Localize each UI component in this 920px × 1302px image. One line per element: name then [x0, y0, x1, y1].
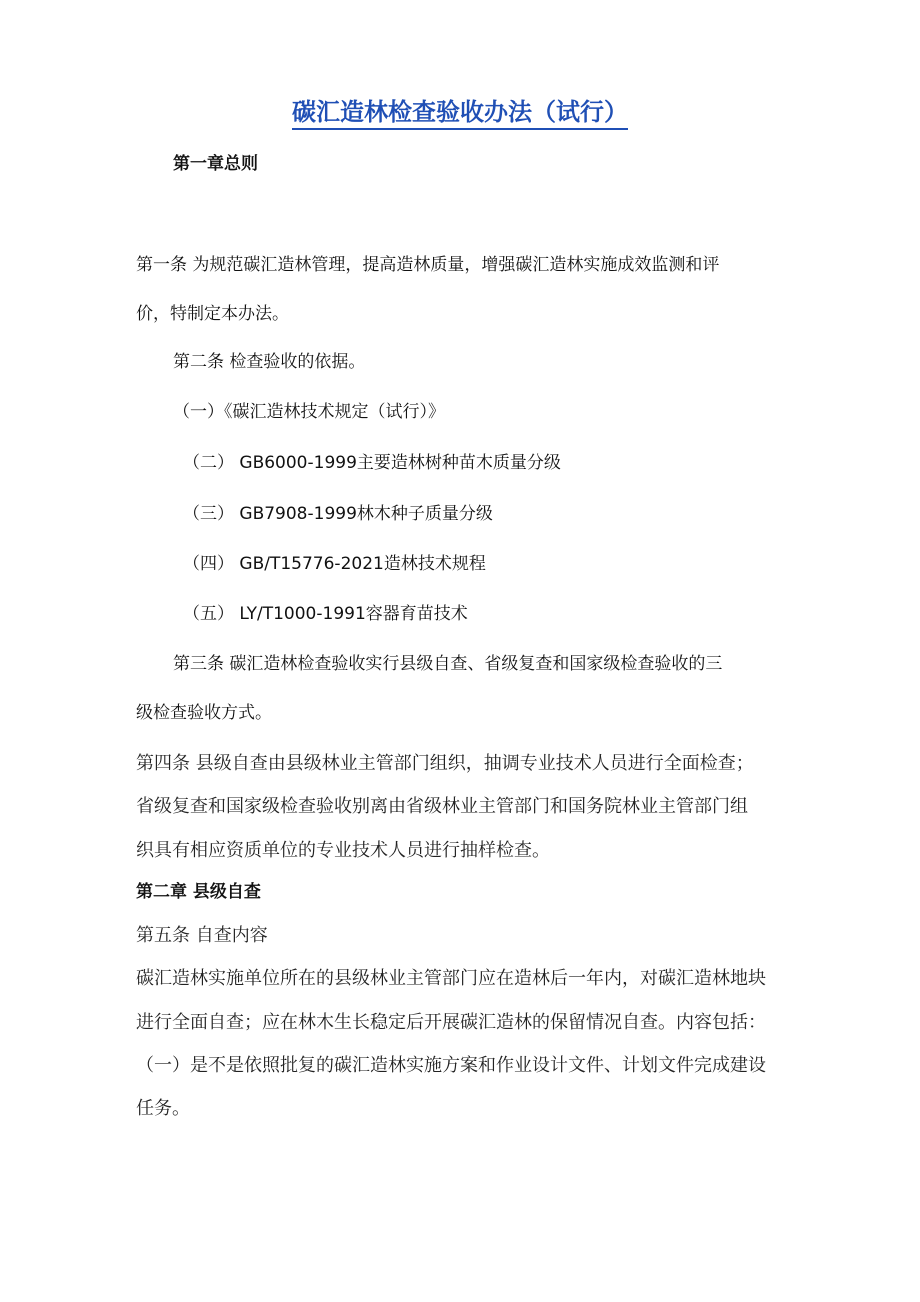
article-1-line-1: 第一条 为规范碳汇造林管理，提高造林质量，增强碳汇造林实施成效监测和评 [136, 255, 720, 275]
article-2: 第二条 检查验收的依据。 [173, 352, 366, 372]
article-4-line-1: 第四条 县级自查由县级林业主管部门组织，抽调专业技术人员进行全面检查； [136, 753, 754, 774]
basis-item-3: （三） GB7908-1999林木种子质量分级 [183, 504, 493, 524]
basis-item-5: （五） LY/T1000-1991容器育苗技术 [183, 604, 468, 624]
paragraph-line-2: 进行全面自查；应在林木生长稳定后开展碳汇造林的保留情况自查。内容包括： [136, 1012, 766, 1033]
document-title-link[interactable]: 碳汇造林检查验收办法（试行） [292, 98, 628, 130]
article-3-line-2: 级检查验收方式。 [136, 703, 272, 723]
paragraph-line-1: 碳汇造林实施单位所在的县级林业主管部门应在造林后一年内，对碳汇造林地块 [136, 968, 766, 989]
document-title [0, 100, 920, 124]
chapter-heading-1: 第一章总则 [173, 154, 258, 174]
article-1-line-2: 价，特制定本办法。 [136, 304, 289, 324]
chapter-heading-2: 第二章 县级自查 [136, 882, 261, 902]
article-4-line-2: 省级复查和国家级检查验收别离由省级林业主管部门和国务院林业主管部门组 [136, 796, 748, 817]
item-1-line-2: 任务。 [136, 1098, 190, 1119]
article-3-line-1: 第三条 碳汇造林检查验收实行县级自查、省级复查和国家级检查验收的三 [173, 654, 723, 674]
article-5: 第五条 自查内容 [136, 925, 268, 946]
article-4-line-3: 织具有相应资质单位的专业技术人员进行抽样检查。 [136, 840, 550, 861]
item-1-line-1: （一）是不是依照批复的碳汇造林实施方案和作业设计文件、计划文件完成建设 [136, 1055, 766, 1076]
basis-item-2: （二） GB6000-1999主要造林树种苗木质量分级 [183, 453, 561, 473]
basis-item-1: （一）《碳汇造林技术规定（试行）》 [173, 402, 445, 422]
basis-item-4: （四） GB/T15776-2021造林技术规程 [183, 554, 486, 574]
